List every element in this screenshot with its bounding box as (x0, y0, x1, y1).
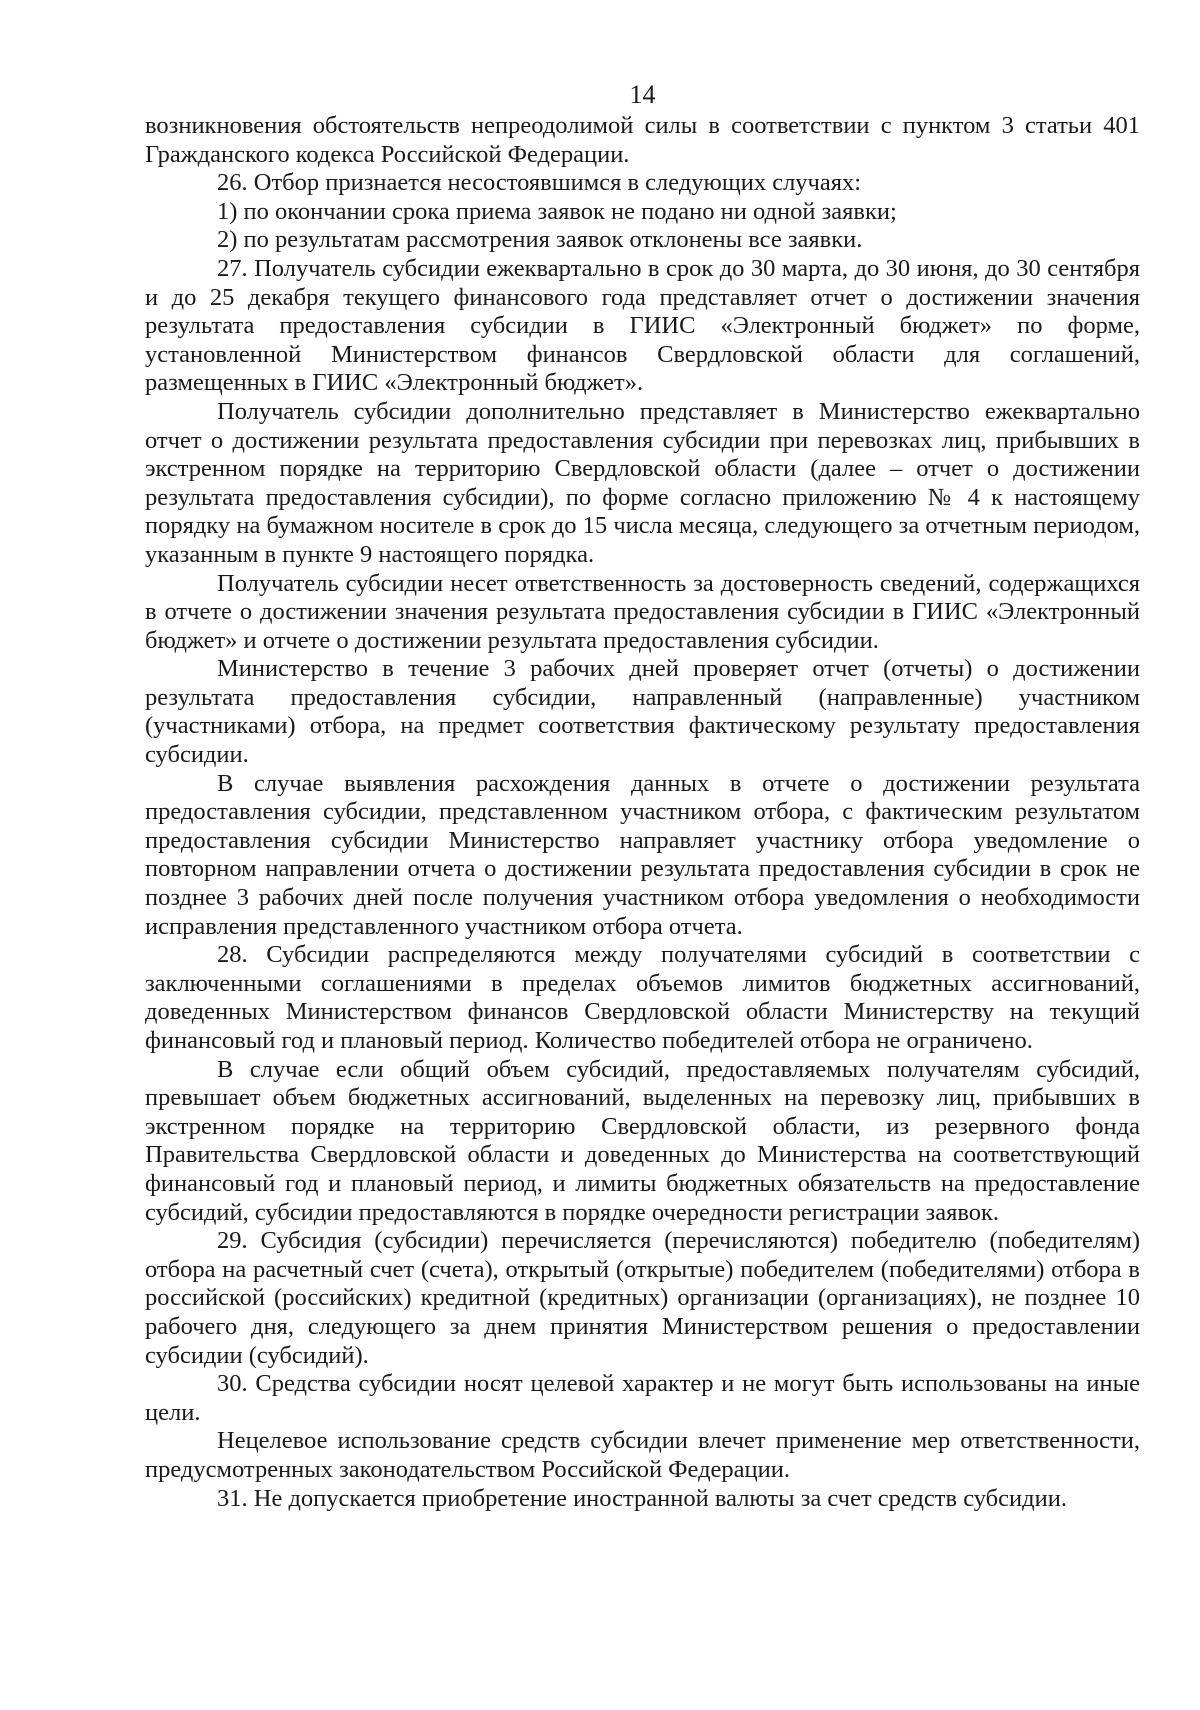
paragraph-item-27-discrepancy: В случае выявления расхождения данных в отчете о достижении результата предоставления субсидии, представленном участником отбора, с фактическим результатом предоставления субсидии Министерство направляет участнику отбора уведомление о повторном направлении отчета о достижении результата предоставления субсидии в срок не позднее 3 рабочих дней после получения участником отбора уведомления о необходимости исправления представленного участником отбора отчета. (145, 769, 1140, 940)
paragraph-item-26-1: 1) по окончании срока приема заявок не подано ни одной заявки; (217, 197, 897, 225)
paragraph-item-30-misuse: Нецелевое использование средств субсидии влечет применение мер ответственности, предусмотренных законодательством Российской Федерации. (145, 1427, 1140, 1483)
paragraph-item-27: 27. Получатель субсидии ежеквартально в срок до 30 марта, до 30 июня, до 30 сентября и до 25 декабря текущего финансового года представляет отчет о достижении значения результата предоставления субсидии в ГИИС «Электронный бюджет» по форме, установленной Министерством финансов Свердловской области для соглашений, размещенных в ГИИС «Электронный бюджет». (145, 254, 1140, 397)
paragraph-item-27-report: Получатель субсидии дополнительно представляет в Министерство ежеквартально отчет о достижении результата предоставления субсидии при перевозках лиц, прибывших в экстренном порядке на территорию Свердловской области (далее – отчет о достижении результата предоставления субсидии), по форме согласно приложению № 4 к настоящему порядку на бумажном носителе в срок до 15 числа месяца, следующего за отчетным периодом, указанным в пункте 9 настоящего порядка. (145, 397, 1140, 568)
page-number: 14 (629, 80, 656, 109)
paragraph-item-27-check: Министерство в течение 3 рабочих дней проверяет отчет (отчеты) о достижении результата предоставления субсидии, направленный (направленные) участником (участниками) отбора, на предмет соответствия фактическому результату предоставления субсидии. (145, 655, 1140, 769)
paragraph-item-30: 30. Средства субсидии носят целевой характер и не могут быть использованы на иные цели. (145, 1370, 1140, 1426)
document-page (145, 80, 1140, 1513)
paragraph-item-28: 28. Субсидии распределяются между получателями субсидий в соответствии с заключенными соглашениями в пределах объемов лимитов бюджетных ассигнований, доведенных Министерством финансов Свердловской области Министерству на текущий финансовый год и плановый период. Количество победителей отбора не ограничено. (145, 941, 1140, 1054)
paragraph-item-28-excess: В случае если общий объем субсидий, предоставляемых получателям субсидий, превышает объем бюджетных ассигнований, выделенных на перевозку лиц, прибывших в экстренном порядке на территорию Свердловской области, из резервного фонда Правительства Свердловской области и доведенных до Министерства на соответствующий финансовый год и плановый период, и лимиты бюджетных обязательств на предоставление субсидий, субсидии предоставляются в порядке очередности регистрации заявок. (145, 1055, 1140, 1226)
paragraph-item-26: 26. Отбор признается несостоявшимся в следующих случаях: (217, 169, 862, 197)
paragraph-item-31: 31. Не допускается приобретение иностранной валюты за счет средств субсидии. (217, 1484, 1067, 1512)
paragraph-continuation: возникновения обстоятельств непреодолимой силы в соответствии с пунктом 3 статьи 401 Гражданского кодекса Российской Федерации. (145, 112, 1140, 168)
paragraph-item-27-responsibility: Получатель субсидии несет ответственность за достоверность сведений, содержащихся в отчете о достижении значения результата предоставления субсидии в ГИИС «Электронный бюджет» и отчете о достижении результата предоставления субсидии. (145, 569, 1140, 654)
paragraph-item-26-2: 2) по результатам рассмотрения заявок отклонены все заявки. (217, 226, 863, 254)
paragraph-item-29: 29. Субсидия (субсидии) перечисляется (перечисляются) победителю (победителям) отбора на расчетный счет (счета), открытый (открытые) победителем (победителями) отбора в российской (российских) кредитной (кредитных) организации (организациях), не позднее 10 рабочего дня, следующего за днем принятия Министерством решения о предоставлении субсидии (субсидий). (145, 1227, 1140, 1369)
